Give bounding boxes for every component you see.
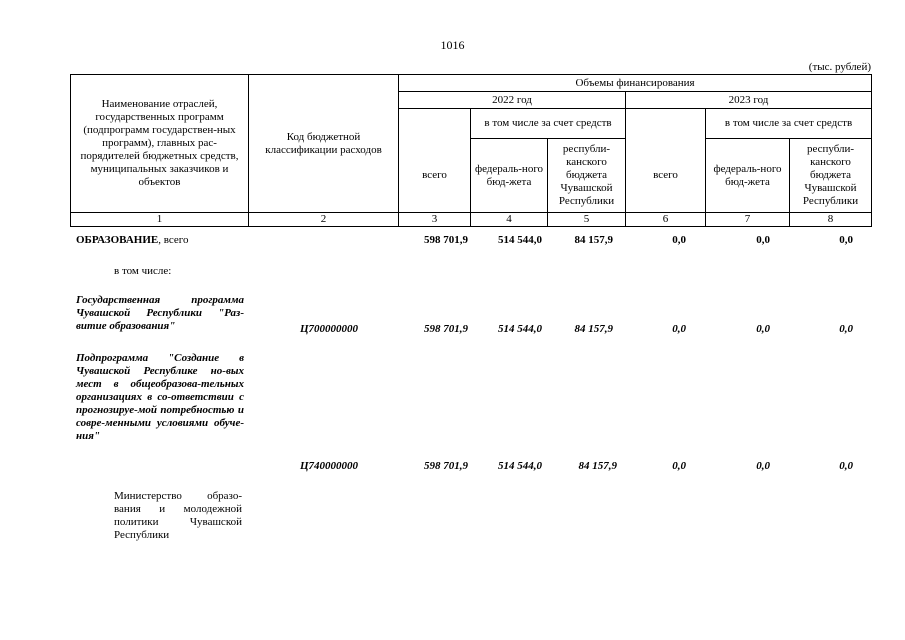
col-num-3: 3 xyxy=(399,213,471,227)
page-number: 1016 xyxy=(440,38,465,52)
row-education-federal-2022: 514 544,0 xyxy=(498,234,542,246)
header-year-2022: 2022 год xyxy=(399,92,626,109)
col-num-1: 1 xyxy=(71,213,249,227)
col-num-5: 5 xyxy=(548,213,626,227)
row-including-label: в том числе: xyxy=(114,265,172,277)
row-program-total-2022: 598 701,9 xyxy=(424,323,468,335)
header-name: Наименование отраслей, государственных программ (подпрограмм государствен-ных программ), главных рас-порядителей бюджетных средств, муниципальных заказчиков и объектов xyxy=(71,75,249,213)
row-subprogram-total-2022: 598 701,9 xyxy=(424,460,468,472)
header-code: Код бюджетной классификации расходов xyxy=(249,75,399,213)
col-num-7: 7 xyxy=(706,213,790,227)
header-total-2023: всего xyxy=(626,109,706,213)
row-subprogram-republic-2022: 84 157,9 xyxy=(578,460,617,472)
row-program-name: Государственная программа Чувашской Республики "Раз-витие образования" xyxy=(76,294,244,332)
row-program-republic-2023: 0,0 xyxy=(839,323,853,335)
row-education-total-2022: 598 701,9 xyxy=(424,234,468,246)
row-subprogram-code: Ц740000000 xyxy=(299,460,358,472)
row-education-total-2023: 0,0 xyxy=(672,234,686,246)
header-republic-2022: республи-канского бюджета Чувашской Республики xyxy=(548,139,626,213)
units-label: (тыс. рублей) xyxy=(808,61,871,73)
header-federal-2023: федераль-ного бюд-жета xyxy=(706,139,790,213)
row-education-republic-2022: 84 157,9 xyxy=(574,234,613,246)
table-header xyxy=(70,74,872,227)
row-ministry-name: Министерство образо-вания и молодежной политики Чувашской Республики xyxy=(114,490,242,541)
header-republic-2023: республи-канского бюджета Чувашской Республики xyxy=(790,139,872,213)
row-program-republic-2022: 84 157,9 xyxy=(574,323,613,335)
header-total-2022: всего xyxy=(399,109,471,213)
row-subprogram-federal-2022: 514 544,0 xyxy=(498,460,542,472)
row-subprogram-total-2023: 0,0 xyxy=(672,460,686,472)
row-subprogram-republic-2023: 0,0 xyxy=(839,460,853,472)
col-num-2: 2 xyxy=(249,213,399,227)
header-year-2023: 2023 год xyxy=(626,92,872,109)
col-num-8: 8 xyxy=(790,213,872,227)
row-program-total-2023: 0,0 xyxy=(672,323,686,335)
col-num-6: 6 xyxy=(626,213,706,227)
row-subprogram-name: Подпрограмма "Создание в Чувашской Республике но-вых мест в общеобразова-тельных организациях в со-ответствии с прогнозируе-мой потребностью и совре-менными условиями обуче-ния" xyxy=(76,352,244,442)
header-volumes: Объемы финансирования xyxy=(399,75,872,92)
row-program-federal-2023: 0,0 xyxy=(756,323,770,335)
row-subprogram-federal-2023: 0,0 xyxy=(756,460,770,472)
header-federal-2022: федераль-ного бюд-жета xyxy=(471,139,548,213)
header-incl-2022: в том числе за счет средств xyxy=(471,109,626,139)
row-education-republic-2023: 0,0 xyxy=(839,234,853,246)
col-num-4: 4 xyxy=(471,213,548,227)
row-program-federal-2022: 514 544,0 xyxy=(498,323,542,335)
row-program-code: Ц700000000 xyxy=(299,323,358,335)
header-incl-2023: в том числе за счет средств xyxy=(706,109,872,139)
row-education-federal-2023: 0,0 xyxy=(756,234,770,246)
row-education-name: ОБРАЗОВАНИЕ, всего xyxy=(76,234,189,246)
